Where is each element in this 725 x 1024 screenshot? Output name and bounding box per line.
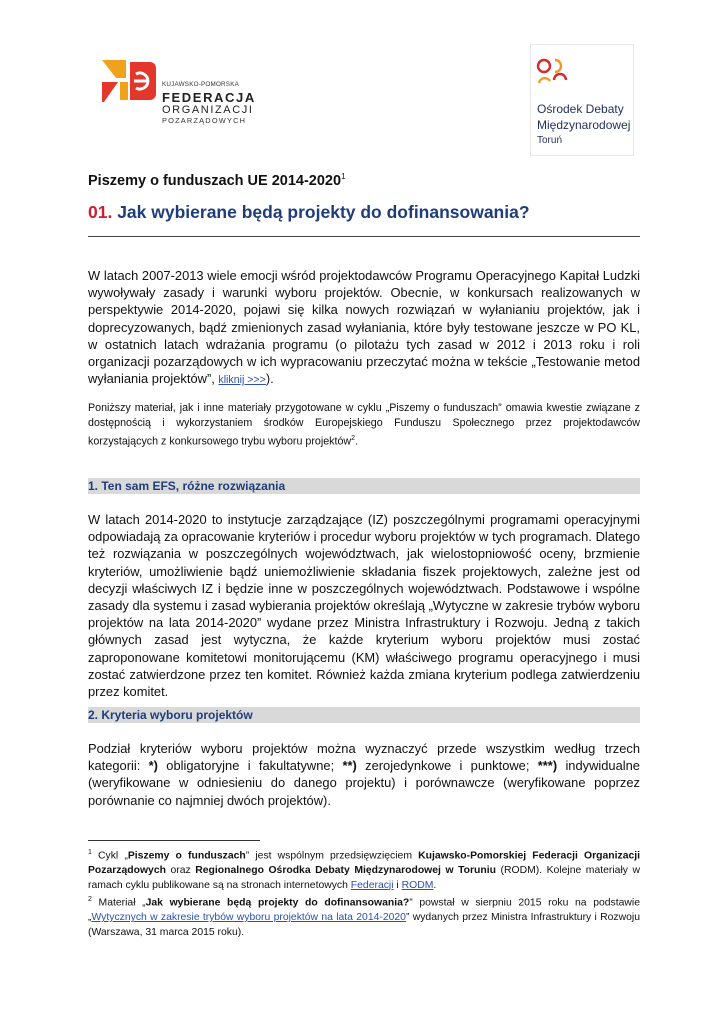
section-2-text-d: indywidualne (weryfikowane w odniesieniu do danego projektu) i porównawcze (weryfikowane poprzez porównanie co najmniej dwóch projektów). [88,758,640,808]
intro-link[interactable]: kliknij >>> [218,374,266,387]
intro-p1-end: ). [265,371,274,387]
intro-paragraph-2 [88,401,640,450]
section-1-text: W latach 2014-2020 to instytucje zarządzające (IZ) poszczególnymi programami operacyjnymi odpowiadają za opracowanie kryteriów i procedur wyboru projektów w tych programach. Dlatego też rozwiązania w poszczególnych województwach, jak wielostopniowość oceny, brzmienie kryteriów, umożliwienie bądź uniemożliwienie składania fiszek projektowych, zależne jest od decyzji właściwych IZ i będzie inne w poszczególnych województwach. Podstawowe i wspólne zasady dla systemu i zasad wybierania projektów określają „Wytyczne w zakresie trybów wyboru projektów na lata 2014-2020” wydane przez Ministra Infrastruktury i Rozwoju. Jedną z takich głównych zasad jest wytyczna, że każde kryterium wyboru projektów musi zostać zaproponowane komitetowi monitorującemu (KM) właściwego programu operacyjnego i musi zostać zatwierdzone przez ten komitet. Również każda zmiana kryterium podlega zatwierdzeniu przez komitet. [88,512,640,700]
footnote-2-text-c: ” powstał w sierpniu 2015 roku na podstawie „ [88,897,640,924]
footnote-1-text-e: oraz [165,865,196,877]
series-footnote-ref[interactable]: 1 [341,172,346,181]
odm-line3: Toruń [537,135,563,146]
footnote-divider [88,840,260,841]
odm-logo [530,44,634,156]
section-2-marker-3: ***) [537,758,558,774]
footnote-2-text-d: ” wydanych przez Ministra Infrastruktury i Rozwoju (Warszawa, 31 marca 2015 roku). [88,912,640,938]
series-title [88,172,346,189]
kpfop-logo [100,56,270,136]
footnote-2 [88,893,640,940]
footnote-1-text-c: ” jest wspólnym przedsięwzięciem [245,850,419,862]
footnote-1-number: 1 [88,849,92,856]
footnote-1-text-i: . [433,879,437,891]
kpfop-logo-text [162,82,256,125]
kpfop-line3: ORGANIZACJI [162,104,254,117]
footnote-2-number: 2 [88,896,92,904]
section-2-text-c: zerojedynkowe i punktowe; [356,758,538,774]
footnote-1-text-h: i [393,879,402,891]
footnote-1-kpfop: Kujawsko-Pomorskiej Federacji Organizacji Pozarządowych [88,850,641,877]
section-2-marker-2: **) [342,758,357,774]
section-2-heading: 2. Kryteria wyboru projektów [88,707,640,723]
intro-p2-footnote-ref[interactable]: 2 [351,435,356,442]
intro-p1-text: W latach 2007-2013 wiele emocji wśród projektodawców Programu Operacyjnego Kapitał Ludzki wywoływały zasady i warunki wyboru projektów. Obecnie, w konkursach realizowanych w perspektywie 2014-2020, pojawi się kilka nowych rozwiązań w wyłanianiu projektów, jak i doprecyzowanych, bądź zmienionych zasad wyłaniania, które były testowane jeszcze w PO KL, w ostatnich latach wdrażania programu (o pilotażu tych zasad w 2012 i 2013 roku i roli organizacji pozarządowych w ich wypracowaniu przeczytać można w tekście „Testowanie metod wyłaniania projektów”, [88,268,640,387]
section-2-text-b: obligatoryjne i fakultatywne; [157,758,343,774]
doc-number: 01. [88,202,113,222]
intro-paragraph-1 [88,267,640,389]
wytyczne-link[interactable]: Wytycznych w zakresie trybów wyboru projektów na lata 2014-2020 [91,912,406,924]
series-title-text: Piszemy o funduszach UE 2014-2020 [88,172,342,189]
footnote-1-series-name: Piszemy o funduszach [127,850,246,862]
section-2-marker-1: *) [148,758,158,774]
page-title [88,202,530,223]
odm-line2: Międzynarodowej [537,118,631,132]
intro-p2-text: Poniższy materiał, jak i inne materiały przygotowane w cyklu „Piszemy o funduszach” omawia kwestie związane z dostępnością i wykorzystaniem środków Europejskiego Funduszu Społecznego przez projektodawców korzystających z konkursowego trybu wyboru projektów [88,402,640,448]
footnote-1 [88,846,640,893]
odm-logo-text [537,101,630,149]
rodm-link[interactable]: RODM [401,879,434,891]
footnotes [88,846,640,941]
kpfop-logo-mark-icon [100,58,156,104]
section-2-text [88,740,640,809]
section-2-text-a: Podział kryteriów wyboru projektów można wyznaczyć przede wszystkim według trzech kategorii: [88,741,640,774]
footnote-2-title: Jak wybierane będą projekty do dofinansowania? [145,897,410,909]
odm-rings-icon [535,57,583,87]
footnote-1-rodm: Regionalnego Ośrodka Debaty Międzynarodowej w Toruniu [195,865,496,877]
section-1-heading: 1. Ten sam EFS, różne rozwiązania [88,478,640,494]
footnote-2-text-a: Materiał „ [91,897,146,909]
odm-line1: Ośrodek Debaty [537,102,624,116]
federacja-link[interactable]: Federacji [350,879,394,891]
footnote-1-text-g: (RODM). Kolejne materiały w ramach cyklu publikowane są na stronach internetowych [88,865,640,891]
footnote-1-text-a: Cykl „ [91,850,128,862]
title-divider [88,236,640,237]
intro-p2-end: . [355,435,359,448]
kpfop-line4: POZARZĄDOWYCH [162,116,247,126]
doc-title: Jak wybierane będą projekty do dofinansowania? [117,202,530,222]
kpfop-line1: KUJAWSKO-POMORSKA [162,81,239,88]
kpfop-line2: FEDERACJA [162,90,256,106]
